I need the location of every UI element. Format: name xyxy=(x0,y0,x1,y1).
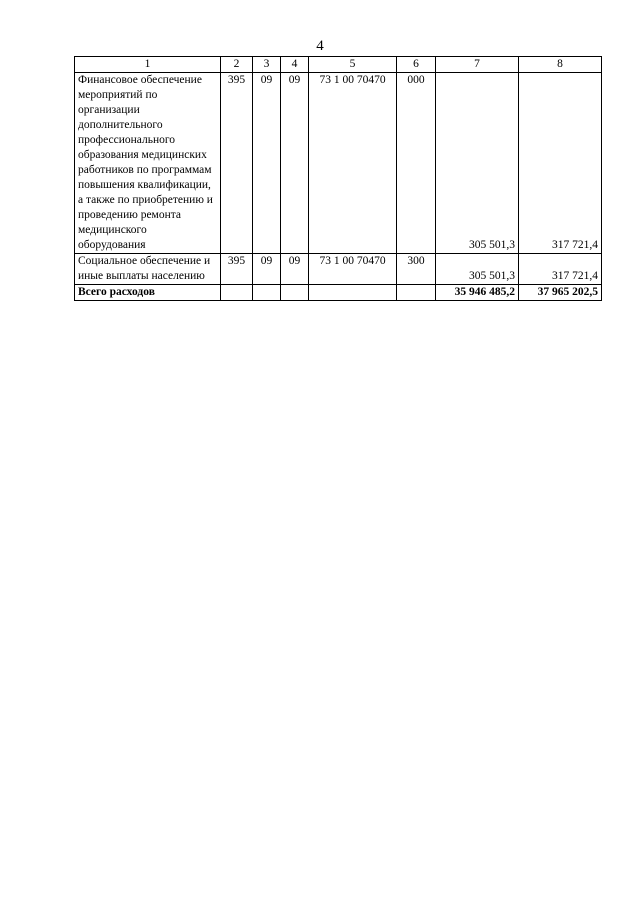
column-header: 2 xyxy=(221,57,253,73)
column-header: 5 xyxy=(309,57,397,73)
page-number: 4 xyxy=(316,38,324,54)
total-amount-7: 35 946 485,2 xyxy=(436,285,519,301)
column-header: 8 xyxy=(519,57,602,73)
row-code-6: 300 xyxy=(397,254,436,285)
row-name: Финансовое обеспечение мероприятий по организации дополнительного профессионального образования медицинских работников по программам повышения квалификации, а также по приобретению и проведению ремонта медицинского оборудования xyxy=(75,73,221,254)
empty-cell xyxy=(253,285,281,301)
row-amount-8: 317 721,4 xyxy=(519,254,602,285)
row-code-5: 73 1 00 70470 xyxy=(309,73,397,254)
empty-cell xyxy=(221,285,253,301)
row-name: Социальное обеспечение и иные выплаты населению xyxy=(75,254,221,285)
budget-table xyxy=(74,56,602,301)
row-code-5: 73 1 00 70470 xyxy=(309,254,397,285)
column-header: 6 xyxy=(397,57,436,73)
row-code-4: 09 xyxy=(281,254,309,285)
table-row xyxy=(75,73,602,254)
row-code-6: 000 xyxy=(397,73,436,254)
total-amount-8: 37 965 202,5 xyxy=(519,285,602,301)
column-header: 4 xyxy=(281,57,309,73)
column-header: 1 xyxy=(75,57,221,73)
row-amount-7: 305 501,3 xyxy=(436,254,519,285)
column-header: 3 xyxy=(253,57,281,73)
table-header-row xyxy=(75,57,602,73)
empty-cell xyxy=(397,285,436,301)
row-code-3: 09 xyxy=(253,254,281,285)
row-code-2: 395 xyxy=(221,254,253,285)
empty-cell xyxy=(309,285,397,301)
row-code-3: 09 xyxy=(253,73,281,254)
column-header: 7 xyxy=(436,57,519,73)
total-label: Всего расходов xyxy=(75,285,221,301)
row-amount-7: 305 501,3 xyxy=(436,73,519,254)
empty-cell xyxy=(281,285,309,301)
total-row xyxy=(75,285,602,301)
row-amount-8: 317 721,4 xyxy=(519,73,602,254)
row-code-2: 395 xyxy=(221,73,253,254)
table-row xyxy=(75,254,602,285)
row-code-4: 09 xyxy=(281,73,309,254)
